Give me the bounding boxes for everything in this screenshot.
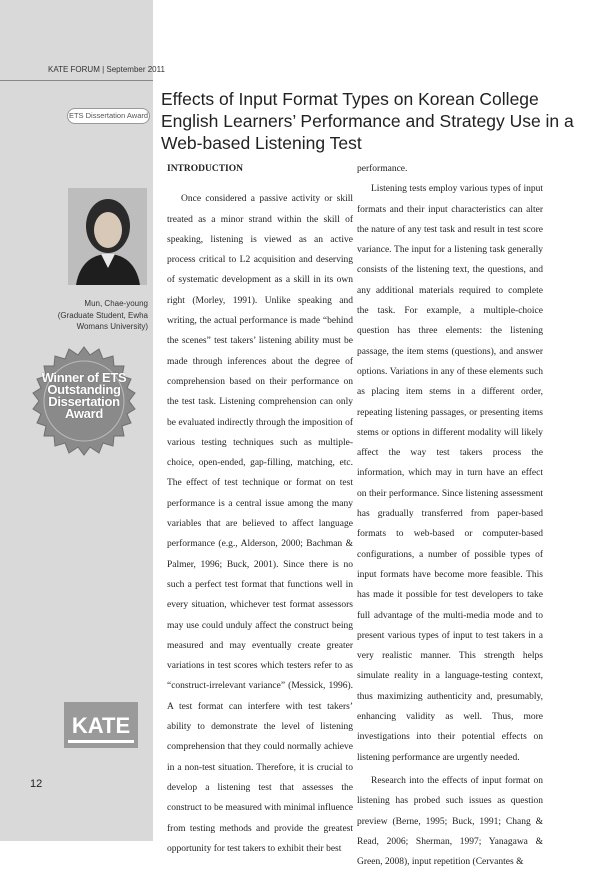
author-info xyxy=(52,298,148,333)
page-number: 12 xyxy=(30,778,43,790)
header-rule xyxy=(0,80,153,81)
author-photo xyxy=(68,188,147,285)
svg-text:KATE: KATE xyxy=(71,713,131,738)
section-heading: INTRODUCTION xyxy=(167,164,244,174)
text-column-left xyxy=(167,159,353,859)
author-name: Mun, Chae-young xyxy=(84,299,148,308)
author-portrait-icon xyxy=(68,188,147,285)
text-column-right xyxy=(357,159,543,872)
author-affiliation: (Graduate Student, Ewha Womans University) xyxy=(57,310,148,331)
seal-text: Winner of ETS Outstanding Dissertation Award xyxy=(41,370,127,421)
award-badge: ETS Dissertation Award xyxy=(67,108,150,124)
running-head: KATE FORUM | September 2011 xyxy=(48,65,165,74)
paragraph-3: Research into the effects of input format on listening has probed such issues as question preview (Berne, 1995; Buck, 1991; Chang & Read, 2006; Sherman, 1997; Yanagawa & Green, 2008), input repetition (Cervantes & xyxy=(357,775,543,868)
kate-logo-icon xyxy=(62,700,140,750)
article-title: Effects of Input Format Types on Korean College English Learners’ Performance and Strategy Use in a Web-based Listening Test xyxy=(161,89,574,153)
paragraph-2: Listening tests employ various types of input formats and their input characteristics can alter the nature of any test task and result in test score variance. The input for a listening task generally consists of the listening text, the questions, and any additional materials required to complete the task. For example, a multiple-choice question has three elements: the listening passage, the item stems (questions), and answer options. Variations in any of these elements such as placing item stems in a different order, repeating listening passages, or presenting items stems or options in different modality will likely affect the way test takers process the information, which may in turn have an effect on their performance. Since listening assessment has gradually transferred from paper-based formats to web-based or computer-based configurations, a number of possible types of input formats have become more feasible. This has made it possible for test developers to take full advantage of the multi-media mode and to present various types of input to test takers in a very realistic manner. This strength helps simulate reality in a language-testing context, thus maximizing authenticity and, presumably, enhancing validity as well. Thus, more investigations into their potential effects on listening performance are urgently needed. xyxy=(357,184,543,763)
paragraph-1-continued: performance. xyxy=(357,164,408,174)
paragraph-1: Once considered a passive activity or skill treated as a minor strand within the skill of speaking, listening is viewed as an active process critical to L2 acquisition and deserving of systematic development as a skill in its own right (Morley, 1991). Unlike speaking and writing, the actual performance is made “behind the scenes” test takers’ listening ability must be made through inferences about the degree of comprehension based on their performance on the test task. Listening comprehension can only be evaluated indirectly through the imposition of various testing techniques such as multiple-choice, open-ended, gap-filling, matching, etc. The effect of test technique or format on test performance is a central issue among the many variables that are believed to affect language performance (e.g., Alderson, 2000; Bachman & Palmer, 1996; Buck, 2001). Since there is no such a perfect test format that functions well in every situation, whichever test format assessors may use could unduly affect the construct being measured and may eventually create greater variations in test scores which testers refer to as “construct-irrelevant variance” (Messick, 1996). A test format can interfere with test takers’ ability to demonstrate the level of listening comprehension that they could normally achieve in a non-test situation. Therefore, it is crucial to develop a listening test that assesses the construct to be measured with minimal influence from testing methods and provide the greatest opportunity for test takers to exhibit their best xyxy=(167,194,353,854)
